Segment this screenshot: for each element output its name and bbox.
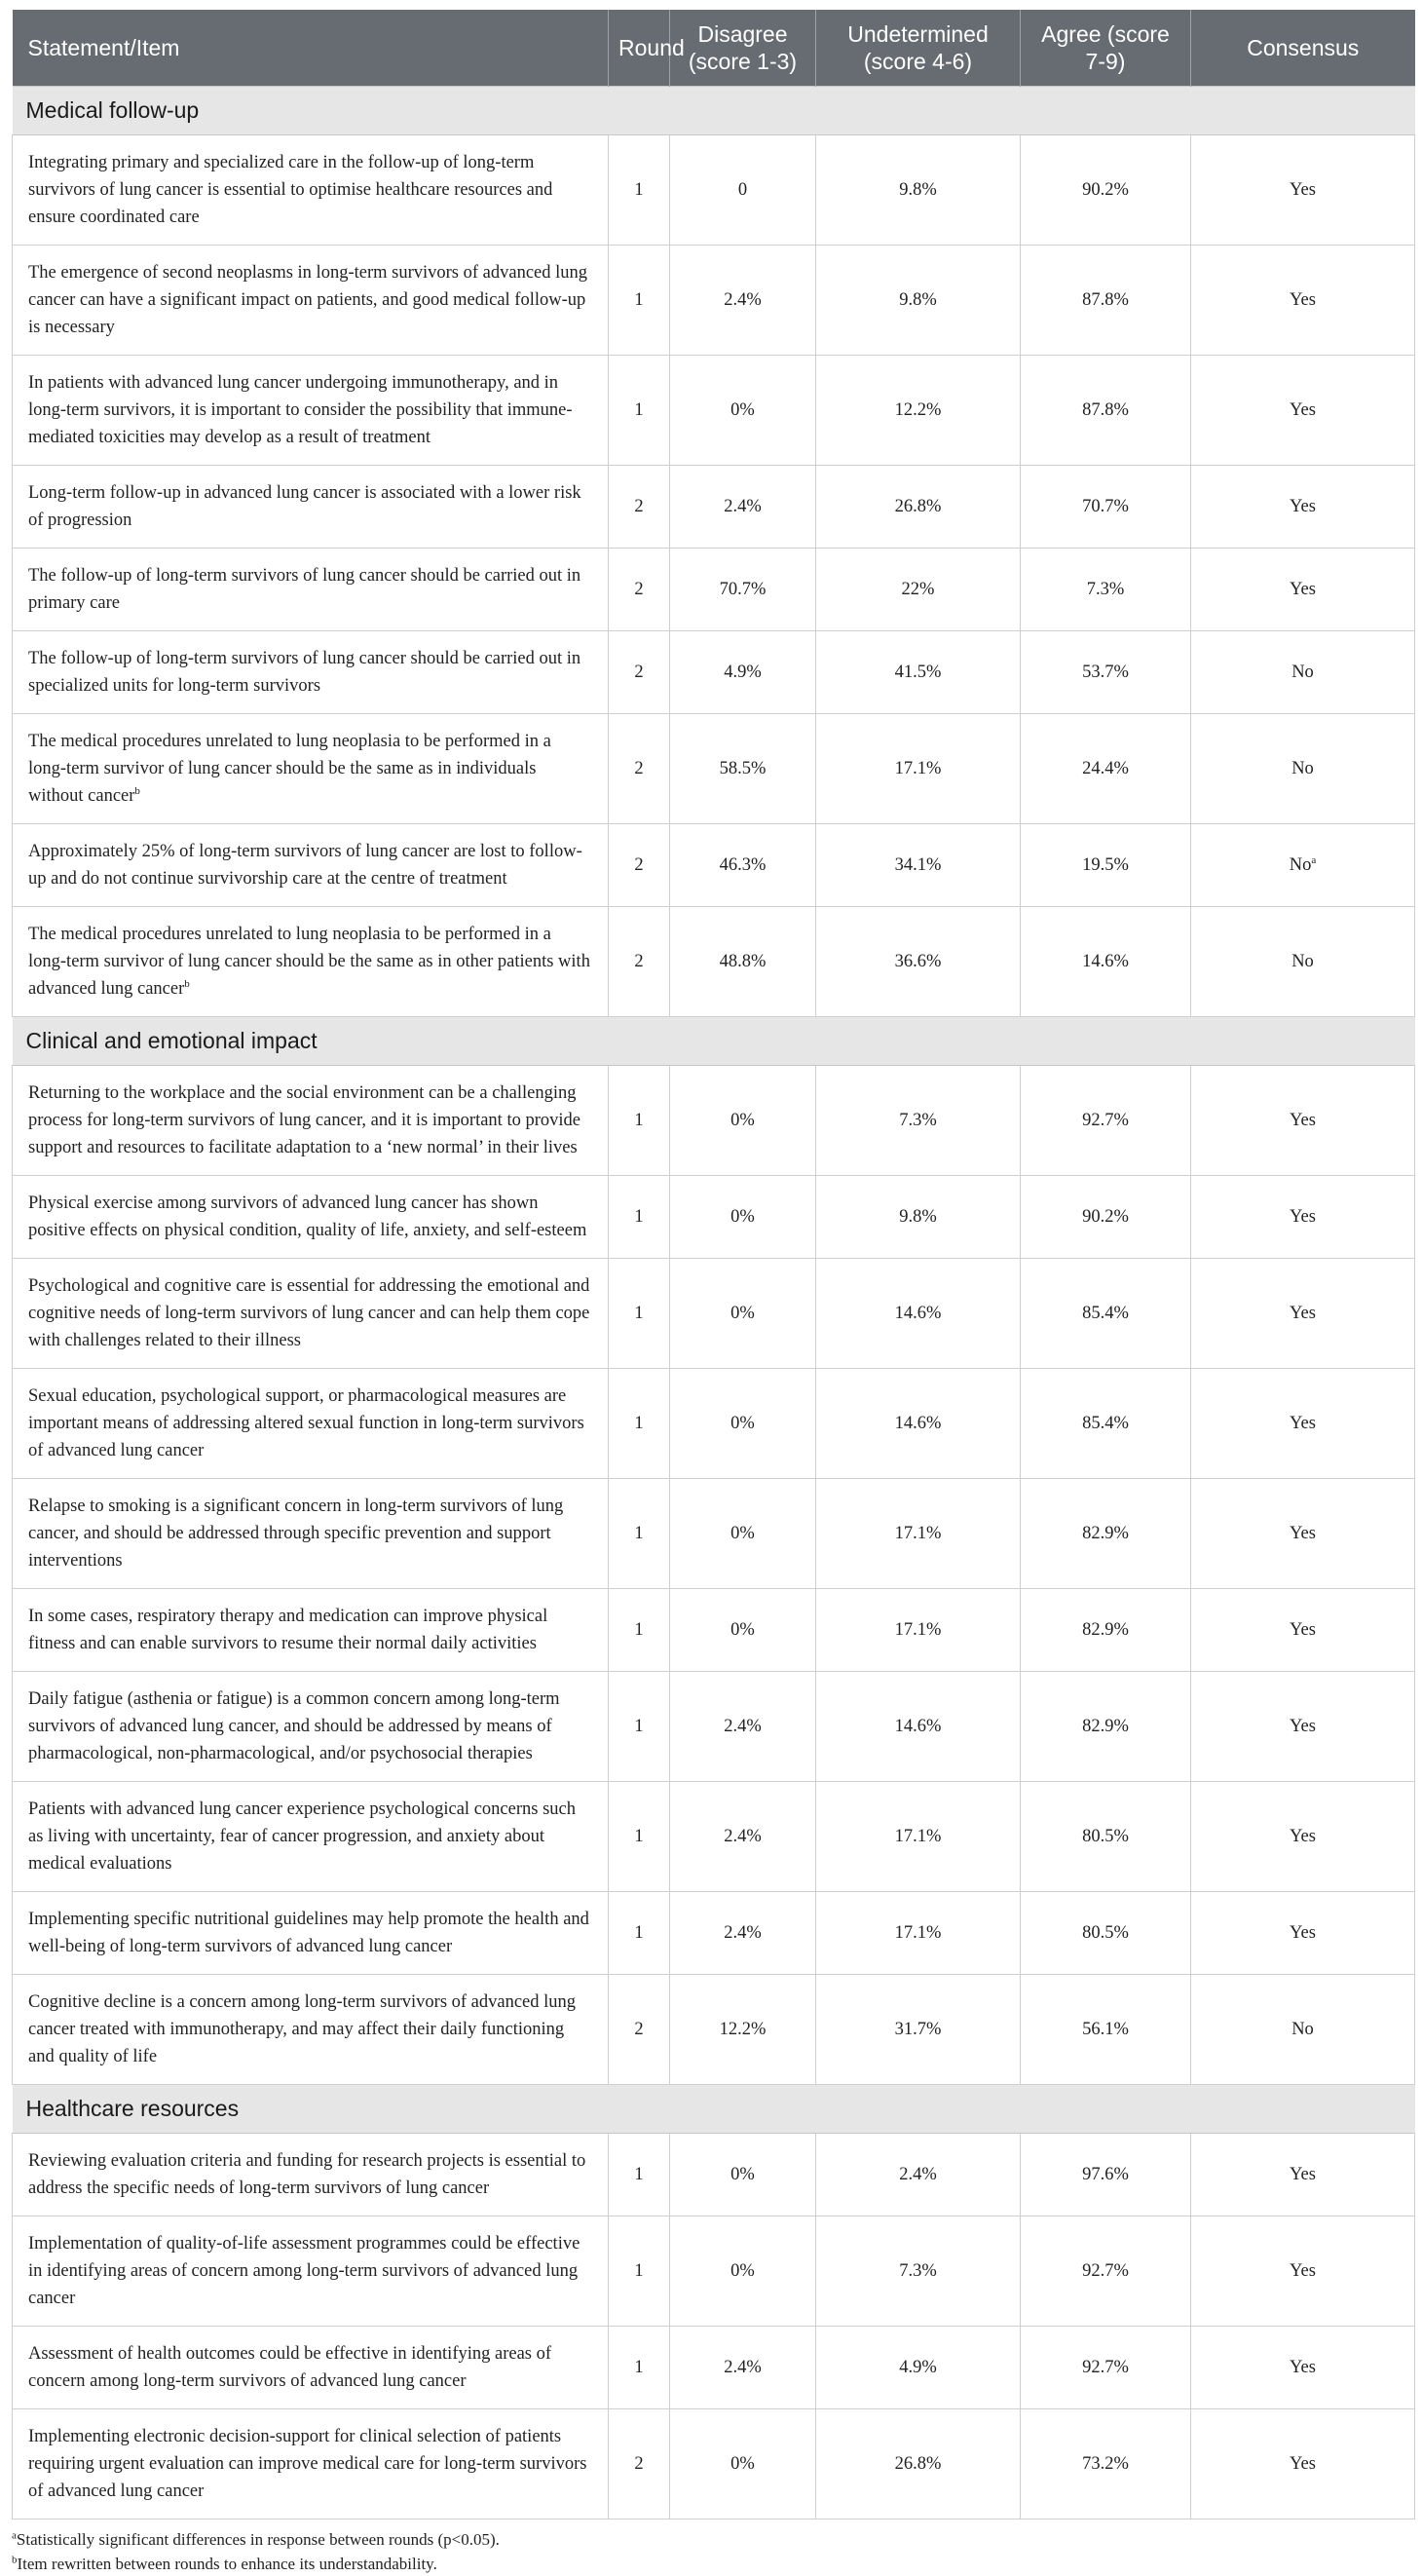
header-disagree: Disagree (score 1-3)	[670, 10, 816, 87]
agree-cell: 53.7%	[1021, 631, 1191, 714]
table-row	[13, 631, 1415, 714]
consensus-cell	[1191, 549, 1415, 631]
agree-cell: 90.2%	[1021, 135, 1191, 246]
statement-cell	[13, 1066, 609, 1176]
consensus-value: Yes	[1290, 580, 1316, 599]
undetermined-cell: 26.8%	[816, 466, 1021, 549]
consensus-value: Yes	[1290, 2165, 1316, 2184]
section-row	[13, 1017, 1415, 1066]
round-cell: 1	[609, 1479, 670, 1589]
table-row	[13, 824, 1415, 907]
agree-cell: 92.7%	[1021, 2216, 1191, 2327]
disagree-cell: 0%	[670, 1066, 816, 1176]
consensus-cell	[1191, 2409, 1415, 2519]
statement-cell	[13, 135, 609, 246]
footnote-text: Item rewritten between rounds to enhance its understandability.	[17, 2555, 437, 2573]
consensus-value: No	[1289, 855, 1312, 875]
statement-text: Implementing specific nutritional guidelines may help promote the health and well-being of long-term survivors of advanced lung cancer	[28, 1910, 589, 1956]
disagree-cell: 0%	[670, 1259, 816, 1369]
footnote-marker: b	[134, 784, 140, 797]
consensus-cell	[1191, 1589, 1415, 1672]
statement-text: Patients with advanced lung cancer experience psychological concerns such as living with uncertainty, fear of cancer progression, and anxiety about medical evaluations	[28, 1799, 576, 1874]
statement-text: Implementing electronic decision-support for clinical selection of patients requiring urgent evaluation can improve medical care for long-term survivors of advanced lung cancer	[28, 2427, 587, 2501]
section-title: Medical follow-up	[13, 87, 1415, 135]
statement-text: Integrating primary and specialized care in the follow-up of long-term survivors of lung cancer is essential to optimise healthcare resources and ensure coordinated care	[28, 153, 553, 227]
consensus-value: No	[1291, 759, 1314, 778]
agree-cell: 87.8%	[1021, 246, 1191, 356]
disagree-cell: 0%	[670, 2409, 816, 2519]
consensus-cell	[1191, 2216, 1415, 2327]
consensus-cell	[1191, 135, 1415, 246]
statement-text: Sexual education, psychological support, or pharmacological measures are important means of addressing altered sexual function in long-term survivors of advanced lung cancer	[28, 1386, 584, 1460]
undetermined-cell: 14.6%	[816, 1369, 1021, 1479]
footnote-mark: b	[12, 2554, 18, 2566]
undetermined-cell: 14.6%	[816, 1672, 1021, 1782]
agree-cell: 19.5%	[1021, 824, 1191, 907]
consensus-cell	[1191, 631, 1415, 714]
agree-cell: 80.5%	[1021, 1782, 1191, 1892]
undetermined-cell: 7.3%	[816, 2216, 1021, 2327]
disagree-cell: 46.3%	[670, 824, 816, 907]
statement-text: Reviewing evaluation criteria and funding for research projects is essential to address the specific needs of long-term survivors of lung cancer	[28, 2151, 586, 2198]
round-cell: 1	[609, 2216, 670, 2327]
consensus-value: Yes	[1290, 497, 1316, 516]
section-title: Clinical and emotional impact	[13, 1017, 1415, 1066]
round-cell: 2	[609, 466, 670, 549]
consensus-value: Yes	[1290, 400, 1316, 420]
statement-text: In some cases, respiratory therapy and medication can improve physical fitness and can enable survivors to resume their normal daily activities	[28, 1607, 548, 1653]
consensus-value: Yes	[1290, 180, 1316, 200]
disagree-cell: 2.4%	[670, 1892, 816, 1975]
statement-text: Implementation of quality-of-life assessment programmes could be effective in identifying areas of concern among long-term survivors of advanced lung cancer	[28, 2234, 580, 2308]
table-row	[13, 907, 1415, 1017]
disagree-cell: 70.7%	[670, 549, 816, 631]
table-row	[13, 1782, 1415, 1892]
statement-text: Approximately 25% of long-term survivors of lung cancer are lost to follow-up and do not continue survivorship care at the centre of treatment	[28, 842, 582, 889]
undetermined-cell: 17.1%	[816, 714, 1021, 824]
statement-cell	[13, 714, 609, 824]
statement-cell	[13, 631, 609, 714]
statement-cell	[13, 907, 609, 1017]
statement-text: Cognitive decline is a concern among long-term survivors of advanced lung cancer treated with immunotherapy, and may affect their daily functioning and quality of life	[28, 1992, 577, 2066]
round-cell: 1	[609, 1892, 670, 1975]
consensus-value: Yes	[1290, 1620, 1316, 1640]
agree-cell: 7.3%	[1021, 549, 1191, 631]
round-cell: 2	[609, 2409, 670, 2519]
consensus-cell	[1191, 1782, 1415, 1892]
table-row	[13, 466, 1415, 549]
undetermined-cell: 9.8%	[816, 246, 1021, 356]
statement-cell	[13, 1782, 609, 1892]
undetermined-cell: 14.6%	[816, 1259, 1021, 1369]
agree-cell: 24.4%	[1021, 714, 1191, 824]
undetermined-cell: 2.4%	[816, 2134, 1021, 2216]
disagree-cell: 2.4%	[670, 246, 816, 356]
undetermined-cell: 17.1%	[816, 1479, 1021, 1589]
consensus-value: Yes	[1290, 1111, 1316, 1130]
undetermined-cell: 17.1%	[816, 1892, 1021, 1975]
consensus-cell	[1191, 1259, 1415, 1369]
consensus-value: No	[1291, 2020, 1314, 2039]
consensus-cell	[1191, 1975, 1415, 2085]
statement-cell	[13, 1892, 609, 1975]
statement-text: The follow-up of long-term survivors of lung cancer should be carried out in primary care	[28, 566, 581, 613]
agree-cell: 56.1%	[1021, 1975, 1191, 2085]
disagree-cell: 48.8%	[670, 907, 816, 1017]
consensus-table-container	[12, 10, 1414, 2576]
statement-cell	[13, 1369, 609, 1479]
disagree-cell: 0%	[670, 2134, 816, 2216]
statement-cell	[13, 1672, 609, 1782]
statement-text: Psychological and cognitive care is essential for addressing the emotional and cognitive needs of long-term survivors of lung cancer and can help them cope with challenges related to their illness	[28, 1276, 590, 1350]
statement-text: The emergence of second neoplasms in long-term survivors of advanced lung cancer can have a significant impact on patients, and good medical follow-up is necessary	[28, 263, 588, 337]
round-cell: 1	[609, 2327, 670, 2409]
consensus-cell	[1191, 1066, 1415, 1176]
consensus-value: No	[1291, 663, 1314, 682]
table-row	[13, 356, 1415, 466]
consensus-value: Yes	[1290, 1304, 1316, 1323]
statement-cell	[13, 1176, 609, 1259]
round-cell: 1	[609, 1259, 670, 1369]
agree-cell: 14.6%	[1021, 907, 1191, 1017]
consensus-value: Yes	[1290, 2358, 1316, 2377]
disagree-cell: 2.4%	[670, 1672, 816, 1782]
consensus-value: Yes	[1290, 1414, 1316, 1433]
disagree-cell: 2.4%	[670, 466, 816, 549]
table-row	[13, 549, 1415, 631]
round-cell: 1	[609, 1589, 670, 1672]
table-row	[13, 1589, 1415, 1672]
round-cell: 1	[609, 1369, 670, 1479]
round-cell: 2	[609, 907, 670, 1017]
undetermined-cell: 26.8%	[816, 2409, 1021, 2519]
statement-cell	[13, 2134, 609, 2216]
undetermined-cell: 31.7%	[816, 1975, 1021, 2085]
statement-text: In patients with advanced lung cancer undergoing immunotherapy, and in long-term survivors, it is important to consider the possibility that immune-mediated toxicities may develop as a result of treatment	[28, 373, 573, 447]
header-consensus: Consensus	[1191, 10, 1415, 87]
consensus-cell	[1191, 714, 1415, 824]
undetermined-cell: 9.8%	[816, 1176, 1021, 1259]
consensus-cell	[1191, 1672, 1415, 1782]
consensus-value: Yes	[1290, 2454, 1316, 2474]
round-cell: 1	[609, 1066, 670, 1176]
agree-cell: 85.4%	[1021, 1369, 1191, 1479]
agree-cell: 87.8%	[1021, 356, 1191, 466]
header-statement: Statement/Item	[13, 10, 609, 87]
table-body	[13, 87, 1415, 2519]
section-title: Healthcare resources	[13, 2085, 1415, 2134]
consensus-value: Yes	[1290, 1524, 1316, 1543]
table-header	[13, 10, 1415, 87]
statement-cell	[13, 2409, 609, 2519]
statement-cell	[13, 1479, 609, 1589]
statement-text: Returning to the workplace and the social environment can be a challenging process for long-term survivors of lung cancer, and it is important to provide support and resources to facilitate adaptation to a ‘new normal’ in their lives	[28, 1083, 580, 1157]
agree-cell: 85.4%	[1021, 1259, 1191, 1369]
agree-cell: 82.9%	[1021, 1672, 1191, 1782]
consensus-cell	[1191, 2327, 1415, 2409]
disagree-cell: 0%	[670, 1589, 816, 1672]
footnote	[12, 2527, 1414, 2552]
footnote	[12, 2552, 1414, 2576]
statement-text: Relapse to smoking is a significant concern in long-term survivors of lung cancer, and should be addressed through specific prevention and support interventions	[28, 1496, 564, 1571]
round-cell: 1	[609, 1782, 670, 1892]
consensus-value: Yes	[1290, 290, 1316, 310]
undetermined-cell: 34.1%	[816, 824, 1021, 907]
footnote-mark: a	[12, 2529, 17, 2542]
table-row	[13, 246, 1415, 356]
header-undetermined: Undetermined (score 4-6)	[816, 10, 1021, 87]
round-cell: 1	[609, 1672, 670, 1782]
footnote-marker: a	[1311, 853, 1317, 866]
undetermined-cell: 22%	[816, 549, 1021, 631]
statement-text: The follow-up of long-term survivors of lung cancer should be carried out in specialized units for long-term survivors	[28, 649, 581, 696]
table-row	[13, 2327, 1415, 2409]
agree-cell: 70.7%	[1021, 466, 1191, 549]
consensus-cell	[1191, 2134, 1415, 2216]
consensus-cell	[1191, 356, 1415, 466]
round-cell: 2	[609, 549, 670, 631]
consensus-value: Yes	[1290, 2261, 1316, 2281]
consensus-value: Yes	[1290, 1717, 1316, 1736]
consensus-cell	[1191, 1176, 1415, 1259]
disagree-cell: 2.4%	[670, 1782, 816, 1892]
agree-cell: 97.6%	[1021, 2134, 1191, 2216]
round-cell: 1	[609, 356, 670, 466]
disagree-cell: 58.5%	[670, 714, 816, 824]
undetermined-cell: 17.1%	[816, 1782, 1021, 1892]
footnote-text: Statistically significant differences in response between rounds (p<0.05).	[16, 2530, 500, 2549]
consensus-cell	[1191, 1479, 1415, 1589]
undetermined-cell: 9.8%	[816, 135, 1021, 246]
undetermined-cell: 41.5%	[816, 631, 1021, 714]
table-row	[13, 1066, 1415, 1176]
disagree-cell: 0%	[670, 1176, 816, 1259]
statement-text: Assessment of health outcomes could be effective in identifying areas of concern among long-term survivors of advanced lung cancer	[28, 2344, 552, 2391]
round-cell: 2	[609, 1975, 670, 2085]
round-cell: 1	[609, 135, 670, 246]
undetermined-cell: 36.6%	[816, 907, 1021, 1017]
header-round: Round	[609, 10, 670, 87]
disagree-cell: 0%	[670, 1369, 816, 1479]
statement-cell	[13, 1975, 609, 2085]
statement-text: The medical procedures unrelated to lung neoplasia to be performed in a long-term survivor of lung cancer should be the same as in individuals without cancer	[28, 732, 551, 806]
disagree-cell: 0%	[670, 356, 816, 466]
consensus-cell	[1191, 907, 1415, 1017]
footnotes	[12, 2527, 1414, 2576]
table-row	[13, 714, 1415, 824]
disagree-cell: 2.4%	[670, 2327, 816, 2409]
statement-cell	[13, 2216, 609, 2327]
statement-cell	[13, 466, 609, 549]
round-cell: 1	[609, 1176, 670, 1259]
disagree-cell: 12.2%	[670, 1975, 816, 2085]
consensus-value: No	[1291, 952, 1314, 971]
consensus-cell	[1191, 1369, 1415, 1479]
table-row	[13, 1975, 1415, 2085]
statement-cell	[13, 356, 609, 466]
round-cell: 2	[609, 714, 670, 824]
agree-cell: 92.7%	[1021, 2327, 1191, 2409]
disagree-cell: 0%	[670, 1479, 816, 1589]
table-row	[13, 1892, 1415, 1975]
agree-cell: 80.5%	[1021, 1892, 1191, 1975]
statement-text: Daily fatigue (asthenia or fatigue) is a common concern among long-term survivors of advanced lung cancer, and should be addressed by means of pharmacological, non-pharmacological, and/or psychosocial therapies	[28, 1689, 560, 1763]
consensus-cell	[1191, 246, 1415, 356]
statement-text: Long-term follow-up in advanced lung cancer is associated with a lower risk of progression	[28, 483, 581, 530]
consensus-cell	[1191, 466, 1415, 549]
footnote-marker: b	[184, 977, 190, 990]
table-row	[13, 1672, 1415, 1782]
disagree-cell: 4.9%	[670, 631, 816, 714]
undetermined-cell: 7.3%	[816, 1066, 1021, 1176]
consensus-value: Yes	[1290, 1923, 1316, 1943]
disagree-cell: 0%	[670, 2216, 816, 2327]
table-row	[13, 1369, 1415, 1479]
table-row	[13, 135, 1415, 246]
statement-cell	[13, 1259, 609, 1369]
statement-cell	[13, 1589, 609, 1672]
undetermined-cell: 17.1%	[816, 1589, 1021, 1672]
statement-cell	[13, 824, 609, 907]
table-row	[13, 2134, 1415, 2216]
undetermined-cell: 12.2%	[816, 356, 1021, 466]
statement-cell	[13, 549, 609, 631]
disagree-cell: 0	[670, 135, 816, 246]
table-row	[13, 1259, 1415, 1369]
consensus-cell	[1191, 1892, 1415, 1975]
undetermined-cell: 4.9%	[816, 2327, 1021, 2409]
statement-cell	[13, 2327, 609, 2409]
consensus-table	[12, 10, 1415, 2519]
consensus-cell	[1191, 824, 1415, 907]
consensus-value: Yes	[1290, 1827, 1316, 1846]
statement-cell	[13, 246, 609, 356]
round-cell: 2	[609, 824, 670, 907]
agree-cell: 82.9%	[1021, 1479, 1191, 1589]
agree-cell: 90.2%	[1021, 1176, 1191, 1259]
round-cell: 2	[609, 631, 670, 714]
statement-text: The medical procedures unrelated to lung neoplasia to be performed in a long-term survivor of lung cancer should be the same as in other patients with advanced lung cancer	[28, 925, 590, 999]
header-agree: Agree (score 7-9)	[1021, 10, 1191, 87]
statement-text: Physical exercise among survivors of advanced lung cancer has shown positive effects on physical condition, quality of life, anxiety, and self-esteem	[28, 1193, 587, 1240]
table-row	[13, 2216, 1415, 2327]
agree-cell: 73.2%	[1021, 2409, 1191, 2519]
agree-cell: 92.7%	[1021, 1066, 1191, 1176]
round-cell: 1	[609, 2134, 670, 2216]
table-row	[13, 1479, 1415, 1589]
table-row	[13, 1176, 1415, 1259]
round-cell: 1	[609, 246, 670, 356]
agree-cell: 82.9%	[1021, 1589, 1191, 1672]
table-row	[13, 2409, 1415, 2519]
section-row	[13, 2085, 1415, 2134]
section-row	[13, 87, 1415, 135]
consensus-value: Yes	[1290, 1207, 1316, 1227]
